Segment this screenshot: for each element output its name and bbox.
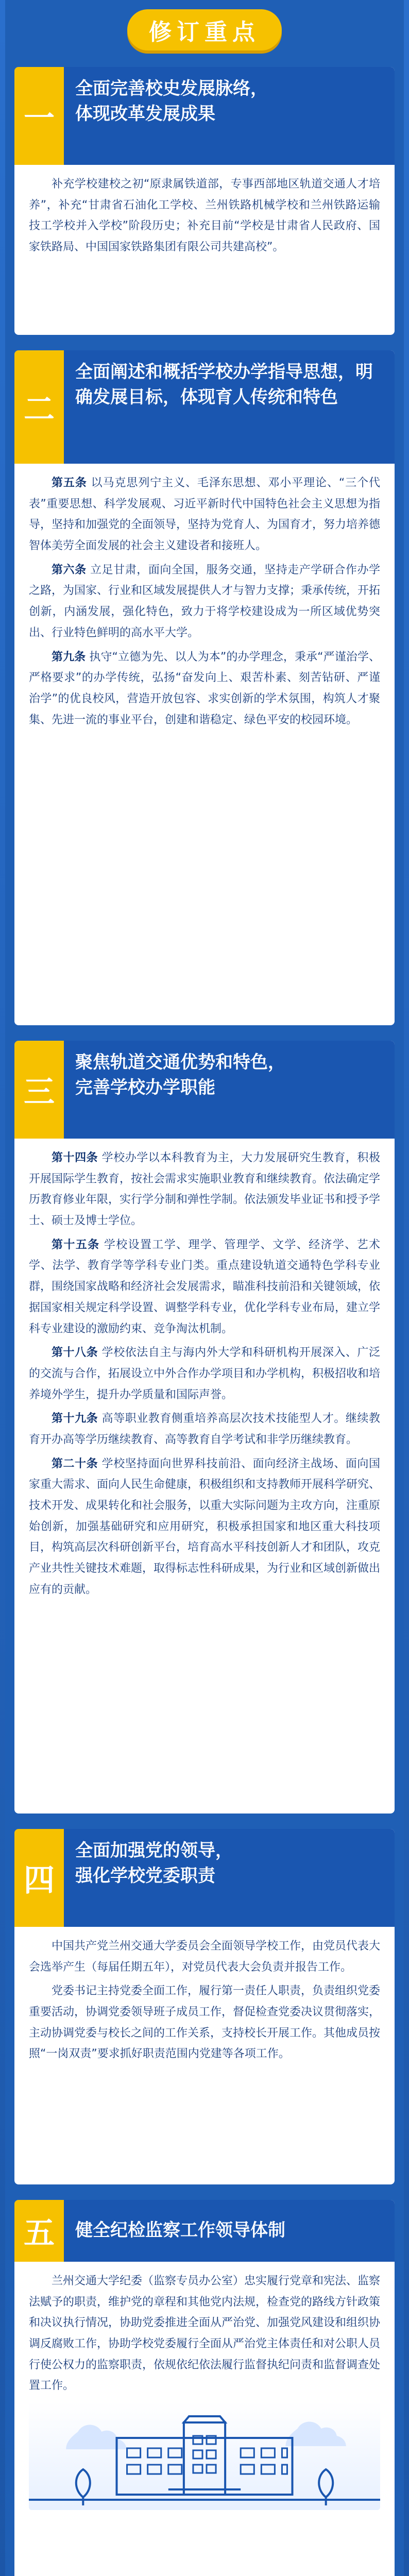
section-body-5	[14, 2262, 395, 2522]
section-3-paragraph-1: 第十四条 学校办学以本科教育为主，大力发展研究生教育，积极开展国际学生教育，按社会需求实施职业教育和继续教育。依法确定学历教育修业年限，实行学分制和弹性学制。依法颁发毕业证书和授予学士、硕士及博士学位。	[29, 1151, 381, 1228]
section-3-paragraph-3: 第十八条 学校依法自主与海内外大学和科研机构开展深入、广泛的交流与合作，拓展设立中外合作办学项目和办学机构，积极招收和培养境外学生，提升办学质量和国际声誉。	[29, 1346, 381, 1401]
section-header-4	[14, 1829, 395, 1927]
section-number-2: 二	[14, 350, 64, 464]
section-2-paragraph-3: 第九条 执守“立德为先、以人为本”的办学理念，秉承“严谨治学、严格要求”的办学传统，弘扬“奋发向上、艰苦朴素、刻苦钻研、严谨治学”的优良校风，营造开放包容、求实创新的学术氛围，构筑人才聚集、先进一流的事业平台，创建和谐稳定、绿色平安的校园环境。	[29, 650, 380, 726]
section-header-2	[14, 350, 395, 464]
section-body-4	[14, 1927, 395, 2080]
section-body-3	[14, 1139, 395, 1616]
section-title-1: 全面完善校史发展脉络， 体现改革发展成果	[75, 78, 268, 125]
section-card-5	[14, 2200, 395, 2576]
section-title-5: 健全纪检监察工作领导体制	[75, 2220, 285, 2241]
section-body-2	[14, 464, 395, 746]
section-4-paragraph-1: 中国共产党兰州交通大学委员会全面领导学校工作，由党员代表大会选举产生（每届任期五年），对党员代表大会负责并报告工作。	[29, 1940, 381, 1974]
section-number-3: 三	[14, 1041, 64, 1139]
section-header-1	[14, 67, 395, 165]
section-card-3	[14, 1041, 395, 1814]
section-3-paragraph-5: 第二十条 学校坚持面向世界科技前沿、面向经济主战场、面向国家重大需求、面向人民生命健康，积极组织和支持教师开展科学研究、技术开发、成果转化和社会服务，以重大实际问题为主攻方向，注重原始创新，加强基础研究和应用研究，积极承担国家和地区重大科技项目，构筑高层次科研创新平台，培育高水平科技创新人才和团队，攻克产业共性关键技术难题，取得标志性科研成果，为行业和区域创新做出应有的贡献。	[29, 1457, 381, 1596]
left-decor-rail	[0, 0, 5, 2576]
section-header-3	[14, 1041, 395, 1139]
section-number-1: 一	[14, 67, 64, 165]
section-card-2	[14, 350, 395, 1025]
section-1-paragraph: 补充学校建校之初“原隶属铁道部，专事西部地区轨道交通人才培养”，补充“甘肃省石油化工学校、兰州铁路机械学校和兰州铁路运输技工学校并入学校”阶段历史；补充目前“学校是甘肃省人民政府、国家铁路局、中国国家铁路集团有限公司共建高校”。	[29, 178, 380, 254]
banner-title: 修订重点	[127, 9, 282, 50]
section-title-4: 全面加强党的领导， 强化学校党委职责	[75, 1840, 233, 1887]
section-5-paragraph-1: 兰州交通大学纪委（监察专员办公室）忠实履行党章和宪法、监察法赋予的职责，维护党的章程和其他党内法规，检查党的路线方针政策和决议执行情况，协助党委推进全面从严治党、加强党风建设和组织协调反腐败工作，协助学校党委履行全面从严治党主体责任和对公职人员行使公权力的监察职责，依规依纪依法履行监督执纪问责和监督调查处置工作。	[29, 2275, 381, 2393]
section-title-3: 聚焦轨道交通优势和特色， 完善学校办学职能	[75, 1052, 285, 1098]
section-title-2: 全面阐述和概括学校办学指导思想，明确发展目标，体现育人传统和特色	[75, 362, 373, 408]
section-2-paragraph-2: 第六条 立足甘肃，面向全国，服务交通，坚持走产学研合作办学之路，为国家、行业和区域发展提供人才与智力支撑；秉承传统，开拓创新，内涵发展，强化特色，致力于将学校建设成为一所区域优势突出、行业特色鲜明的高水平大学。	[29, 563, 381, 639]
section-body-1	[14, 165, 395, 274]
section-header-5	[14, 2200, 395, 2262]
section-3-paragraph-4: 第十九条 高等职业教育侧重培养高层次技术技能型人才。继续教育开办高等学历继续教育、高等教育自学考试和非学历继续教育。	[29, 1412, 380, 1446]
section-3-paragraph-2: 第十五条 学校设置工学、理学、管理学、文学、经济学、艺术学、法学、教育学等学科专业门类。重点建设轨道交通特色学科专业群，围绕国家战略和经济社会发展需求，瞄准科技前沿和关键领域，依据国家相关规定科学设置、调整学科专业，优化学科专业布局，建立学科专业建设的激励约束、竞争淘汰机制。	[29, 1238, 381, 1335]
section-2-paragraph-1: 第五条 以马克思列宁主义、毛泽东思想、邓小平理论、“三个代表”重要思想、科学发展观、习近平新时代中国特色社会主义思想为指导，坚持和加强党的全面领导，坚持为党育人、为国育才，努力培养德智体美劳全面发展的社会主义建设者和接班人。	[29, 477, 381, 553]
campus-building-illustration	[29, 2402, 380, 2510]
section-4-paragraph-2: 党委书记主持党委全面工作，履行第一责任人职责，负责组织党委重要活动，协调党委领导班子成员工作，督促检查党委决议贯彻落实，主动协调党委与校长之间的工作关系，支持校长开展工作。其他成员按照“一岗双责”要求抓好职责范围内党建等各项工作。	[29, 1985, 381, 2061]
section-card-1	[14, 67, 395, 335]
section-number-4: 四	[14, 1829, 64, 1927]
right-decor-rail	[404, 0, 409, 2576]
section-card-4	[14, 1829, 395, 2184]
section-number-5: 五	[14, 2200, 64, 2262]
